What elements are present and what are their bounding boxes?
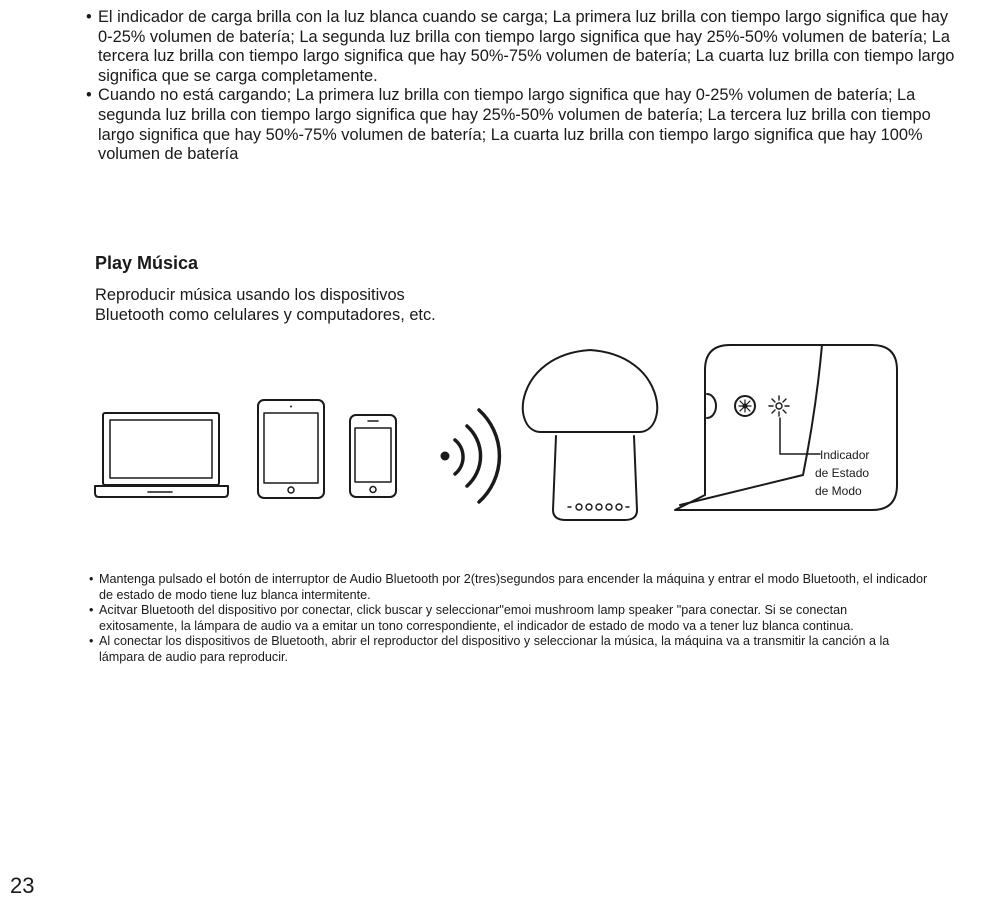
charging-note-item: • El indicador de carga brilla con la luz blanca cuando se carga; La primera luz brilla con tiempo largo significa que hay 0-25% volumen de batería; La segunda luz brilla con tiempo largo significa que hay 25%-50% volumen de batería; La tercera luz brilla con tiempo largo significa que hay 50%-75% volumen de batería; La cuarta luz brilla con tiempo largo significa que se carga completamente. — [86, 8, 966, 86]
instructions-list — [89, 572, 929, 665]
tablet-icon — [258, 400, 324, 498]
indicator-label-line3: de Modo — [815, 484, 862, 498]
speaker-dots — [568, 504, 629, 510]
instruction-item: • Al conectar los dispositivos de Bluetooth, abrir el reproductor del dispositivo y seleccionar la música, la máquina va a transmitir la canción a la lámpara de audio para reproducir. — [89, 634, 929, 665]
laptop-icon — [95, 413, 228, 497]
instruction-item: • Mantenga pulsado el botón de interruptor de Audio Bluetooth por 2(tres)segundos para encender la máquina y entrar el modo Bluetooth, el indicador de estado de modo tiene luz blanca intermitente. — [89, 572, 929, 603]
wireless-signal-icon — [441, 410, 500, 502]
lamp-base-detail-panel — [675, 345, 897, 510]
mode-indicator-light-icon — [769, 396, 789, 416]
indicator-label-line2: de Estado — [815, 466, 870, 480]
instruction-item: • Acitvar Bluetooth del dispositivo por conectar, click buscar y seleccionar"emoi mushroom lamp speaker "para conectar. Si se conectan exitosamente, la lámpara de audio va a emitar un tono correspondiente, el indicador de estado de modo va a tener luz blanca continua. — [89, 603, 929, 634]
indicator-label-line1: Indicador — [820, 448, 870, 462]
charging-note-item: • Cuando no está cargando; La primera luz brilla con tiempo largo significa que hay 0-25% volumen de batería; La segunda luz brilla con tiempo largo significa que hay 25%-50% volumen de batería; La tercera luz brilla con tiempo largo significa que hay 50%-75% volumen de batería; La cuarta luz brilla con tiempo largo significa que hay 100% volumen de batería — [86, 86, 966, 164]
section-intro: Reproducir música usando los dispositivos Bluetooth como celulares y computadores, etc. — [95, 286, 436, 324]
power-button-icon — [735, 396, 755, 416]
section-title: Play Música — [95, 253, 199, 273]
page-number: 23 — [10, 873, 35, 898]
mushroom-lamp-speaker-icon — [523, 350, 657, 520]
phone-icon — [350, 415, 396, 497]
